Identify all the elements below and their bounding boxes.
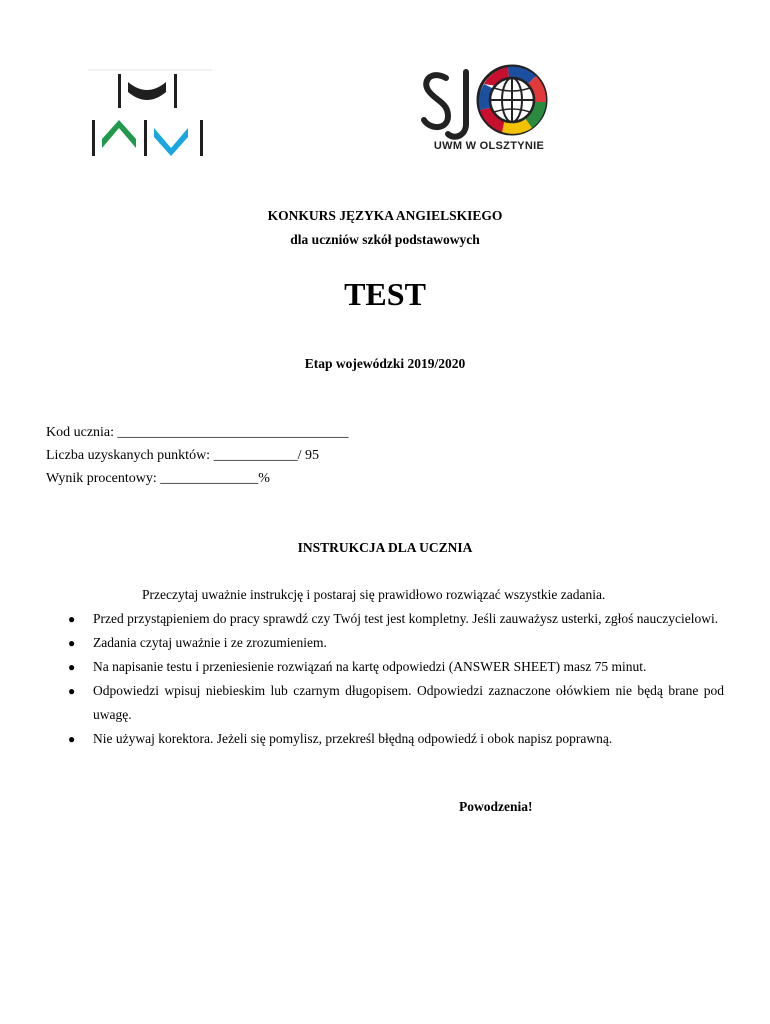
- list-item: [60, 655, 724, 679]
- list-item: [60, 631, 724, 655]
- list-item-text: Nie używaj korektora. Jeżeli się pomylisz, przekreśl błędną odpowiedź i obok napisz poprawną.: [93, 731, 613, 746]
- bullet-icon: ●: [68, 612, 76, 626]
- list-item-text: Przed przystąpieniem do pracy sprawdź czy Twój test jest kompletny. Jeśli zauważysz usterki, zgłoś nauczycielowi.: [93, 611, 719, 626]
- sj-uwm-logo: [418, 62, 558, 160]
- list-item: [60, 679, 724, 727]
- bullet-icon: ●: [68, 636, 76, 650]
- contest-title: KONKURS JĘZYKA ANGIELSKIEGO: [267, 208, 503, 223]
- instructions-intro: Przeczytaj uważnie instrukcję i postaraj się prawidłowo rozwiązać wszystkie zadania.: [142, 587, 606, 602]
- list-item-text: Na napisanie testu i przeniesienie rozwiązań na kartę odpowiedzi (ANSWER SHEET) masz 75 minut.: [93, 659, 647, 674]
- university-logo: [88, 68, 212, 160]
- university-logo-icon: [88, 68, 212, 160]
- points-field: Liczba uzyskanych punktów: ____________/ 95: [46, 448, 319, 463]
- stage-label: Etap wojewódzki 2019/2020: [304, 356, 466, 371]
- closing-text: Powodzenia!: [459, 799, 533, 814]
- audience-subtitle: dla uczniów szkół podstawowych: [290, 232, 480, 247]
- list-item-text: Zadania czytaj uważnie i ze zrozumieniem.: [93, 635, 327, 650]
- bullet-icon: ●: [68, 660, 76, 674]
- test-title: TEST: [344, 276, 426, 312]
- bullet-icon: ●: [68, 684, 76, 698]
- list-item: [60, 727, 724, 751]
- student-code-field: Kod ucznia: _________________________________: [46, 425, 349, 440]
- bullet-icon: ●: [68, 732, 76, 746]
- list-item-text: Odpowiedzi wpisuj niebieskim lub czarnym długopisem. Odpowiedzi zaznaczone ołówkiem nie będą brane pod uwagę.: [93, 683, 724, 722]
- list-item: [60, 607, 724, 631]
- instructions-heading: INSTRUKCJA DLA UCZNIA: [297, 540, 473, 555]
- logo-caption: UWM W OLSZTYNIE: [433, 140, 545, 152]
- instructions-list: [60, 607, 724, 751]
- percent-field: Wynik procentowy: ______________%: [46, 471, 270, 486]
